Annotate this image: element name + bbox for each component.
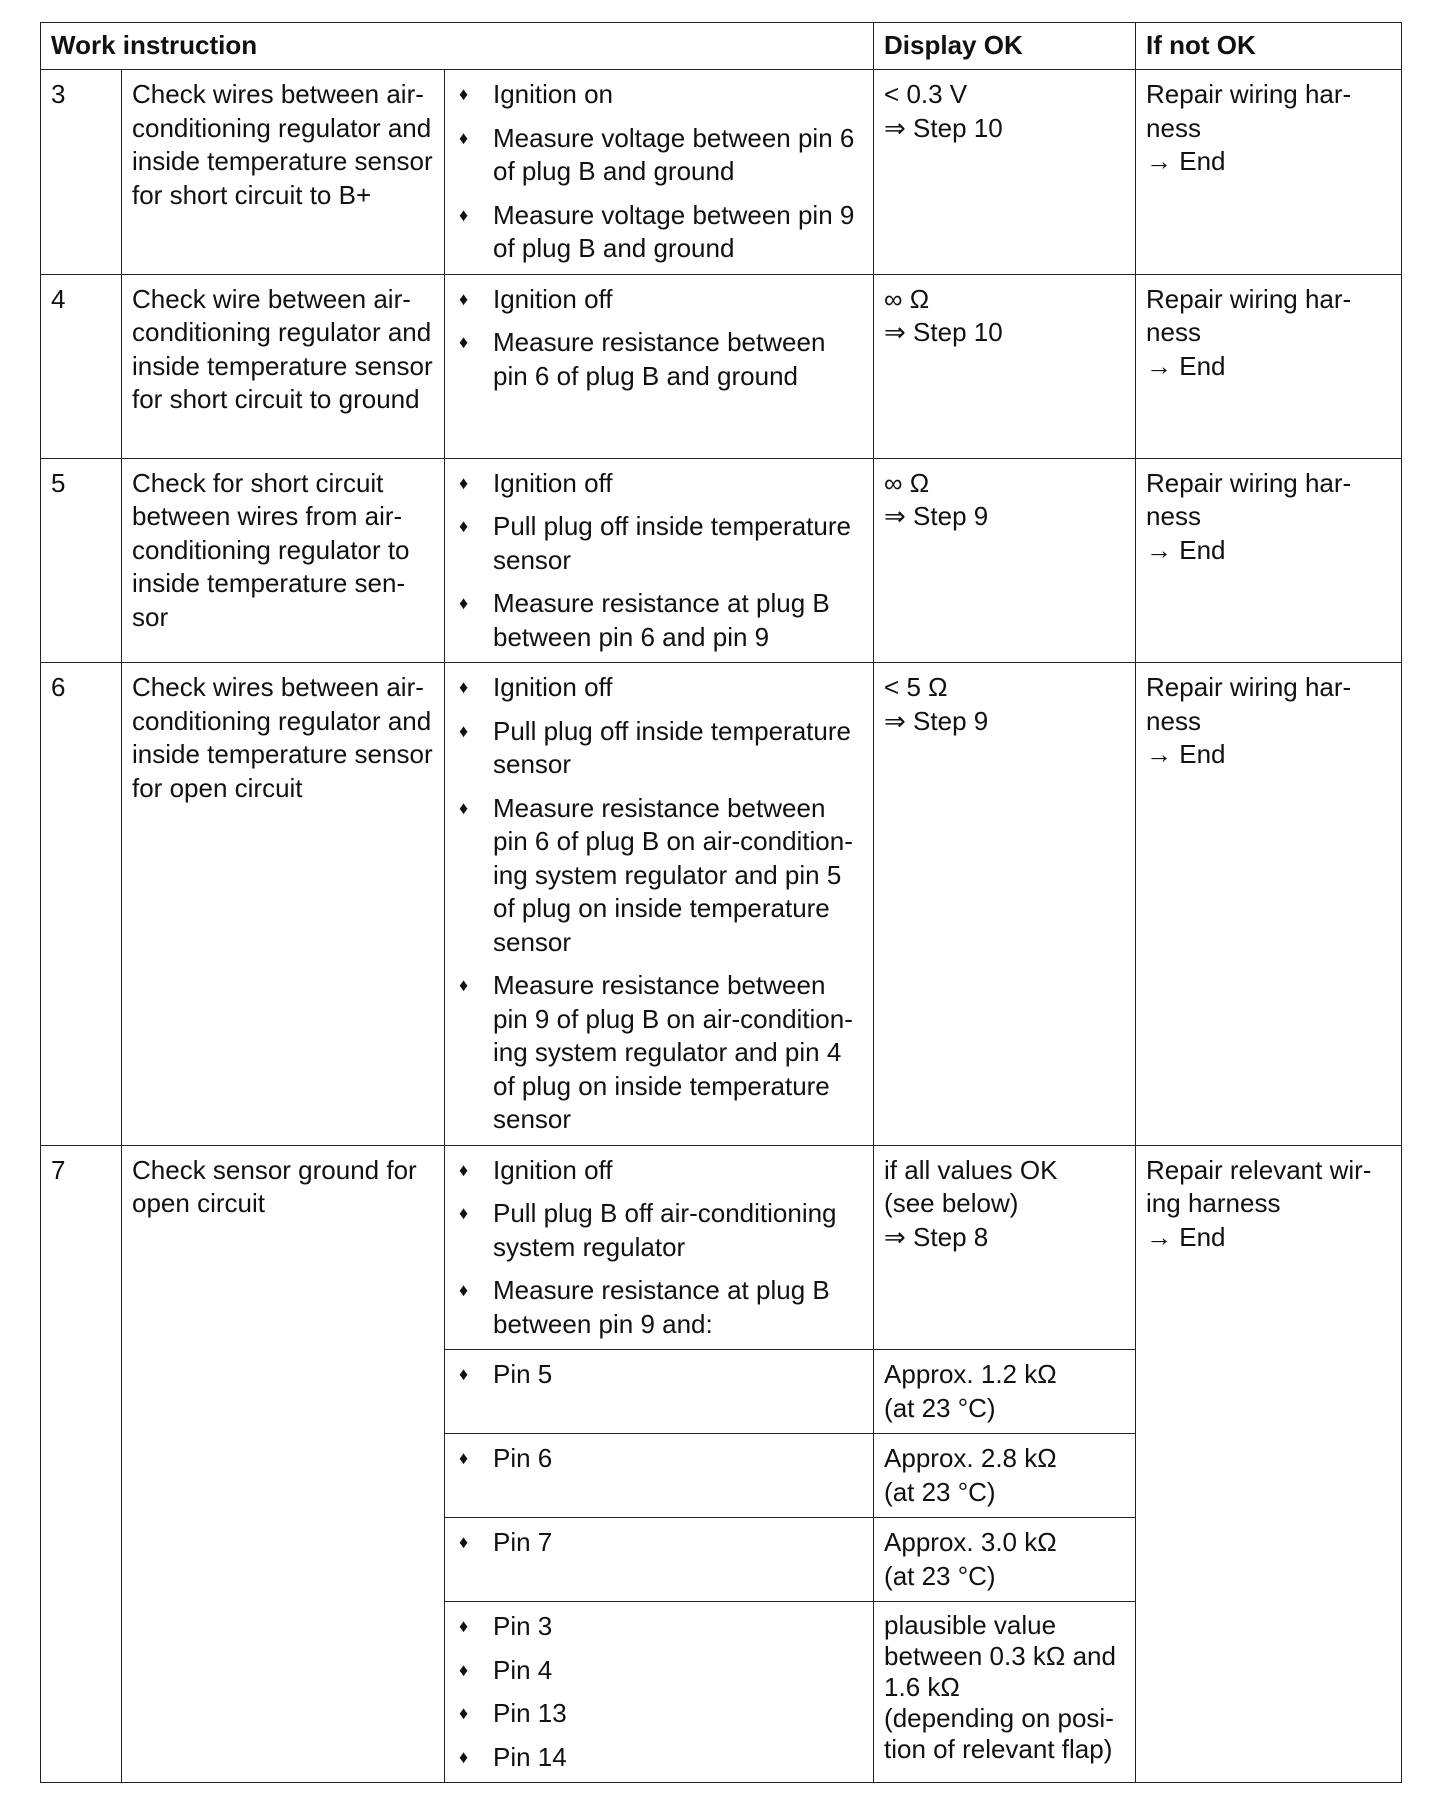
pin-list xyxy=(445,1350,874,1434)
action-item: ♦ Pull plug B off air-conditioning system regulator xyxy=(455,1197,863,1264)
action-list xyxy=(455,1154,863,1342)
step-number: 4 xyxy=(41,274,122,458)
header-display-ok: Display OK xyxy=(874,23,1136,70)
pin-items xyxy=(455,1442,863,1476)
header-work-instruction: Work instruction xyxy=(41,23,874,70)
step-actions xyxy=(445,70,874,275)
step-description: Check wires between air-conditioning regulator and inside temperature sensor for open circuit xyxy=(122,663,445,1146)
pin-list xyxy=(445,1602,874,1783)
step-actions xyxy=(445,1145,874,1350)
pin-item: ♦ Pin 14 xyxy=(455,1741,863,1775)
step-number: 3 xyxy=(41,70,122,275)
step-number: 5 xyxy=(41,458,122,663)
expected-value: Approx. 3.0 kΩ (at 23 °C) xyxy=(874,1518,1136,1602)
if-not-ok-value: Repair wiring har- ness → End xyxy=(1136,458,1402,663)
step-actions xyxy=(445,663,874,1146)
step-number: 6 xyxy=(41,663,122,1146)
action-item: ♦ Ignition off xyxy=(455,283,863,317)
expected-value: Approx. 1.2 kΩ (at 23 °C) xyxy=(874,1350,1136,1434)
display-ok-value: ∞ Ω ⇒ Step 10 xyxy=(874,274,1136,458)
expected-value: plausible value between 0.3 kΩ and 1.6 kΩ (depending on posi- tion of relevant flap) xyxy=(874,1602,1136,1783)
action-list xyxy=(455,467,863,655)
if-not-ok-value: Repair wiring har- ness → End xyxy=(1136,70,1402,275)
pin-item: ♦ Pin 7 xyxy=(455,1526,863,1560)
step-description: Check for short circuit between wires from air-conditioning regulator to inside temperature sen-sor xyxy=(122,458,445,663)
step-description: Check sensor ground for open circuit xyxy=(122,1145,445,1783)
action-item: ♦ Ignition off xyxy=(455,467,863,501)
action-list xyxy=(455,671,863,1137)
table-row xyxy=(41,458,1402,663)
action-item: ♦ Ignition off xyxy=(455,1154,863,1188)
instruction-sheet xyxy=(40,22,1401,1783)
step-actions xyxy=(445,458,874,663)
pin-list xyxy=(445,1434,874,1518)
action-list xyxy=(455,283,863,394)
if-not-ok-value: Repair wiring har- ness → End xyxy=(1136,274,1402,458)
header-if-not-ok: If not OK xyxy=(1136,23,1402,70)
pin-items xyxy=(455,1610,863,1774)
step-description: Check wires between air-conditioning regulator and inside temperature sensor for short circuit to B+ xyxy=(122,70,445,275)
pin-item: ♦ Pin 3 xyxy=(455,1610,863,1644)
step-description: Check wire between air-conditioning regulator and inside temperature sensor for short circuit to ground xyxy=(122,274,445,458)
table-row xyxy=(41,70,1402,275)
action-item: ♦ Measure resistance between pin 9 of plug B on air-condition-ing system regulator and pin 4 of plug on inside temperature sensor xyxy=(455,969,863,1137)
pin-items xyxy=(455,1526,863,1560)
table-row xyxy=(41,274,1402,458)
if-not-ok-value: Repair relevant wir- ing harness → End xyxy=(1136,1145,1402,1783)
table-row xyxy=(41,1145,1402,1350)
display-ok-value: < 0.3 V ⇒ Step 10 xyxy=(874,70,1136,275)
pin-item: ♦ Pin 6 xyxy=(455,1442,863,1476)
expected-value: Approx. 2.8 kΩ (at 23 °C) xyxy=(874,1434,1136,1518)
pin-list xyxy=(445,1518,874,1602)
display-ok-value: < 5 Ω ⇒ Step 9 xyxy=(874,663,1136,1146)
action-item: ♦ Ignition on xyxy=(455,78,863,112)
step-actions xyxy=(445,274,874,458)
action-item: ♦ Measure resistance at plug B between pin 9 and: xyxy=(455,1274,863,1341)
action-item: ♦ Measure resistance between pin 6 of plug B on air-condition-ing system regulator and pin 5 of plug on inside temperature sensor xyxy=(455,792,863,960)
action-item: ♦ Measure voltage between pin 6 of plug B and ground xyxy=(455,122,863,189)
display-ok-value: if all values OK (see below) ⇒ Step 8 xyxy=(874,1145,1136,1350)
action-item: ♦ Pull plug off inside temperature sensor xyxy=(455,510,863,577)
action-item: ♦ Ignition off xyxy=(455,671,863,705)
action-item: ♦ Pull plug off inside temperature sensor xyxy=(455,715,863,782)
if-not-ok-value: Repair wiring har- ness → End xyxy=(1136,663,1402,1146)
action-list xyxy=(455,78,863,266)
step-number: 7 xyxy=(41,1145,122,1783)
header-row xyxy=(41,23,1402,70)
table-row xyxy=(41,663,1402,1146)
work-instruction-table xyxy=(40,22,1402,1783)
action-item: ♦ Measure resistance at plug B between pin 6 and pin 9 xyxy=(455,587,863,654)
pin-item: ♦ Pin 4 xyxy=(455,1654,863,1688)
pin-item: ♦ Pin 5 xyxy=(455,1358,863,1392)
pin-item: ♦ Pin 13 xyxy=(455,1697,863,1731)
pin-items xyxy=(455,1358,863,1392)
display-ok-value: ∞ Ω ⇒ Step 9 xyxy=(874,458,1136,663)
action-item: ♦ Measure resistance between pin 6 of plug B and ground xyxy=(455,326,863,393)
action-item: ♦ Measure voltage between pin 9 of plug B and ground xyxy=(455,199,863,266)
